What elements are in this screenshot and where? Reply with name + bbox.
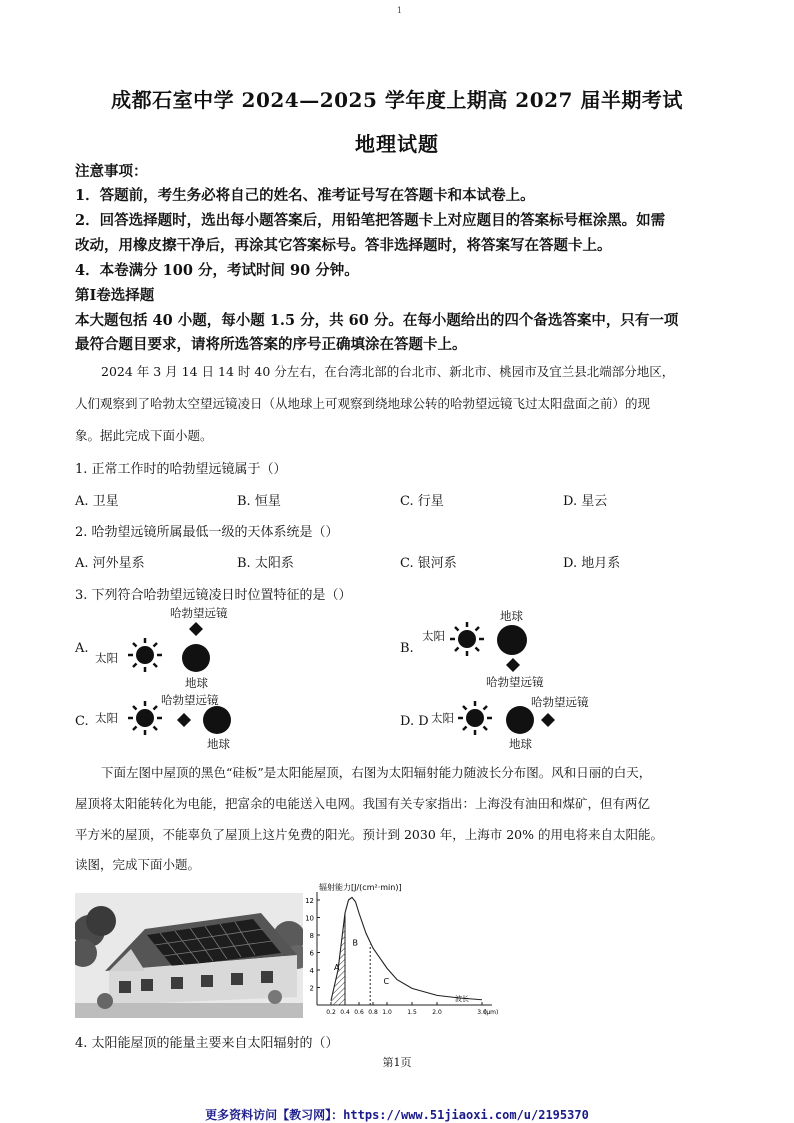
- question-2-option-c[interactable]: C. 银河系: [400, 556, 457, 571]
- notice-item: 改动，用橡皮擦干净后，再涂其它答案标号。答非选择题时，将答案写在答题卡上。: [75, 237, 612, 254]
- x-tick-label: 0.2: [326, 1009, 336, 1016]
- footer-resource-link[interactable]: 更多资料访问【教习网】：https://www.51jiaoxi.com/u/2195370: [205, 1108, 589, 1122]
- notice-item: 2．回答选择题时，选出每小题答案后，用铅笔把答题卡上对应题目的答案标号框涂黑。如需: [75, 212, 666, 229]
- earth-icon: [202, 705, 232, 735]
- y-tick-label: 4: [309, 967, 314, 975]
- y-tick-label: 8: [309, 932, 314, 940]
- question-2-option-a[interactable]: A. 河外星系: [75, 556, 145, 571]
- sun-label: 太阳: [95, 651, 118, 665]
- passage2-line: 平方米的屋顶，不能辜负了屋顶上这片免费的阳光。预计到 2030 年，上海市 20% 的用电将来自太阳能。: [75, 827, 663, 842]
- y-tick-label: 2: [309, 984, 314, 993]
- hubble-label: 哈勃望远镜: [531, 695, 589, 709]
- question-1-option-d[interactable]: D. 星云: [563, 494, 608, 509]
- passage1-line: 象。据此完成下面小题。: [75, 428, 213, 443]
- section-desc: 最符合题目要求，请将所选答案的序号正确填涂在答题卡上。: [75, 336, 467, 353]
- section-title: 第Ⅰ卷选择题: [75, 287, 155, 304]
- passage1-line: 2024 年 3 月 14 日 14 时 40 分左右，在台湾北部的台北市、新北市、桃园市及宜兰县北端部分地区，: [101, 364, 675, 379]
- sun-icon: [456, 699, 494, 737]
- x-tick-label: 0.6: [354, 1009, 364, 1016]
- question-3-option-a[interactable]: A.: [75, 641, 89, 656]
- x-tick-label: 0.8: [368, 1009, 378, 1016]
- x-tick-label: 2.0: [432, 1009, 442, 1016]
- section-desc: 本大题包括 40 小题，每小题 1.5 分，共 60 分。在每小题给出的四个备选答案中，只有一项: [75, 312, 679, 329]
- x-tick-label: 0.4: [340, 1009, 350, 1016]
- hubble-diamond-icon: [541, 713, 555, 727]
- y-tick-label: 10: [305, 914, 314, 923]
- page-number: 第1页: [382, 1056, 412, 1069]
- earth-icon: [496, 624, 528, 656]
- x-axis-unit: (μm): [484, 1009, 499, 1016]
- region-label-a: A: [334, 963, 340, 972]
- solar-roof-house-photo: [75, 893, 303, 1018]
- x-tick-label: 1.5: [407, 1009, 417, 1016]
- earth-label: 地球: [500, 609, 523, 623]
- question-3-option-d[interactable]: D. D: [400, 714, 429, 729]
- question-1-stem: 1. 正常工作时的哈勃望远镜属于（）: [75, 462, 287, 477]
- radiation-chart: [305, 880, 500, 1020]
- earth-label: 地球: [207, 737, 230, 751]
- question-3-stem: 3. 下列符合哈勃望远镜凌日时位置特征的是（）: [75, 588, 352, 603]
- question-2-stem: 2. 哈勃望远镜所属最低一级的天体系统是（）: [75, 525, 339, 540]
- sun-label: 太阳: [431, 711, 454, 725]
- hubble-diamond-icon: [189, 622, 203, 636]
- radiation-curve: [331, 897, 482, 1000]
- notice-item: 1．答题前，考生务必将自己的姓名、准考证号写在答题卡和本试卷上。: [75, 187, 535, 204]
- notice-item: 4．本卷满分 100 分，考试时间 90 分钟。: [75, 262, 359, 279]
- question-2-option-d[interactable]: D. 地月系: [563, 556, 621, 571]
- notice-heading: 注意事项：: [75, 163, 148, 180]
- passage2-line: 读图，完成下面小题。: [75, 857, 201, 872]
- x-axis-label: 波长: [455, 995, 469, 1003]
- exam-subject: 地理试题: [355, 132, 439, 156]
- sun-icon: [126, 636, 164, 674]
- earth-label: 地球: [185, 676, 208, 690]
- region-label-b: B: [352, 938, 358, 948]
- exam-title: 成都石室中学 2024—2025 学年度上期高 2027 届半期考试: [111, 88, 683, 112]
- sun-icon: [448, 620, 486, 658]
- hubble-label: 哈勃望远镜: [170, 606, 228, 620]
- page-top-mark: 1: [397, 6, 403, 15]
- hubble-diamond-icon: [177, 713, 191, 727]
- y-tick-label: 6: [309, 949, 314, 958]
- question-1-option-b[interactable]: B. 恒星: [237, 494, 281, 509]
- earth-icon: [181, 643, 211, 673]
- chart-title: 辐射能力[J/(cm²·min)]: [319, 883, 402, 892]
- sun-label: 太阳: [422, 629, 445, 643]
- question-3-option-c[interactable]: C.: [75, 714, 89, 729]
- passage1-line: 人们观察到了哈勃太空望远镜凌日（从地球上可观察到绕地球公转的哈勃望远镜飞过太阳盘面之前）的现: [75, 396, 651, 411]
- x-tick-label: 1.0: [382, 1009, 392, 1016]
- earth-label: 地球: [509, 737, 532, 751]
- passage2-line: 屋顶将太阳能转化为电能，把富余的电能送入电网。我国有关专家指出：上海没有油田和煤矿，但有两亿: [75, 796, 651, 811]
- hubble-label: 哈勃望远镜: [486, 675, 544, 689]
- passage2-line: 下面左图中屋顶的黑色“硅板”是太阳能屋顶，右图为太阳辐射能力随波长分布图。风和日丽的白天，: [101, 765, 652, 780]
- question-3-option-b[interactable]: B.: [400, 641, 414, 656]
- hubble-label: 哈勃望远镜: [161, 693, 219, 707]
- hubble-diamond-icon: [506, 658, 520, 672]
- question-1-option-c[interactable]: C. 行星: [400, 494, 444, 509]
- question-2-option-b[interactable]: B. 太阳系: [237, 556, 294, 571]
- question-1-option-a[interactable]: A. 卫星: [75, 494, 119, 509]
- region-label-c: C: [383, 977, 390, 986]
- y-tick-label: 12: [305, 897, 314, 905]
- x-tick-label: 3.0: [477, 1009, 487, 1016]
- sun-icon: [126, 699, 164, 737]
- question-4-stem: 4. 太阳能屋顶的能量主要来自太阳辐射的（）: [75, 1036, 339, 1051]
- sun-label: 太阳: [95, 711, 118, 725]
